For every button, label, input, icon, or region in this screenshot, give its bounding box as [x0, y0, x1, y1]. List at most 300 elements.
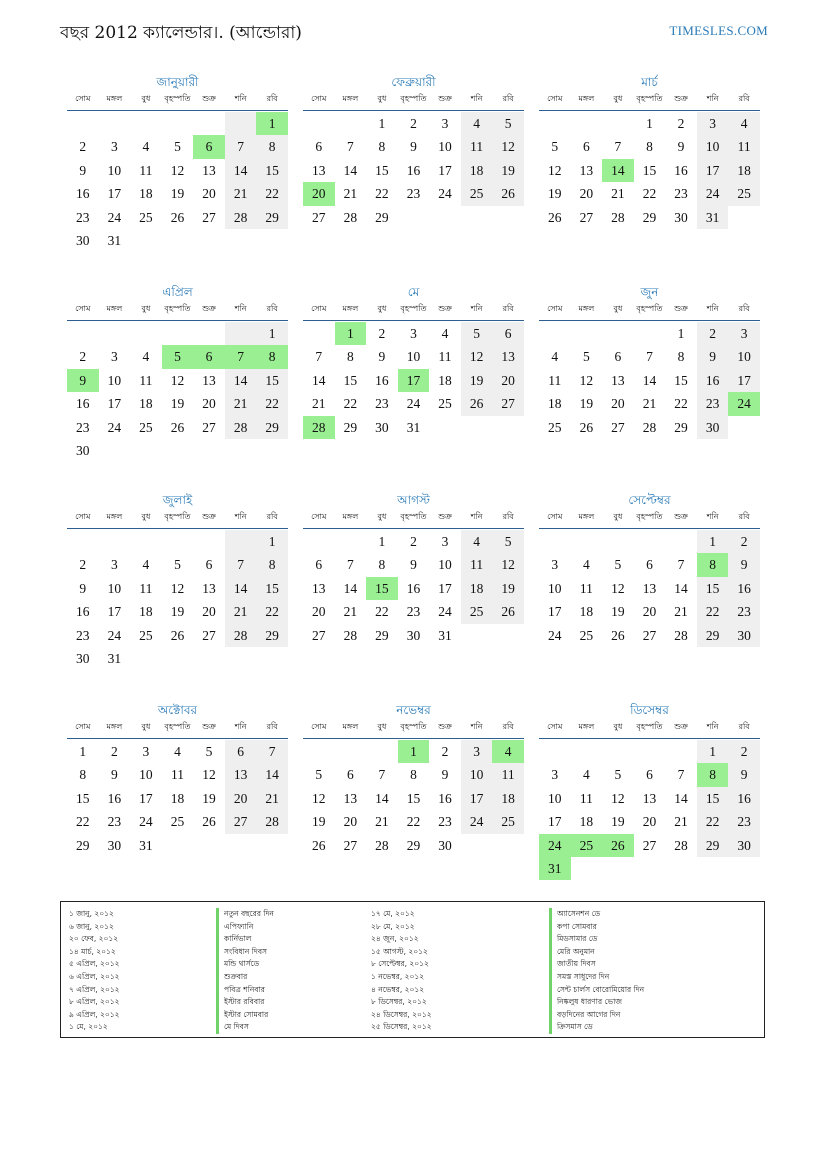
- day-cell[interactable]: 6: [582, 139, 590, 155]
- day-cell[interactable]: 21: [312, 396, 326, 412]
- day-cell[interactable]: 16: [406, 162, 421, 178]
- day-cell[interactable]: 10: [728, 345, 760, 368]
- day-cell[interactable]: 8: [256, 135, 288, 158]
- day-cell[interactable]: 1: [646, 116, 653, 131]
- day-cell[interactable]: 27: [202, 627, 216, 643]
- day-cell[interactable]: 23: [76, 419, 90, 435]
- day-cell[interactable]: 2: [79, 139, 87, 155]
- day-cell[interactable]: 27: [343, 837, 358, 853]
- day-cell[interactable]: 3: [728, 322, 760, 345]
- day-cell[interactable]: 13: [225, 763, 257, 786]
- day-cell[interactable]: 1: [378, 116, 386, 131]
- day-cell[interactable]: 1: [697, 530, 729, 553]
- day-cell[interactable]: 30: [76, 442, 90, 458]
- day-cell[interactable]: 29: [256, 624, 288, 647]
- day-cell[interactable]: 2: [728, 530, 760, 553]
- day-cell[interactable]: 18: [461, 159, 493, 182]
- day-cell[interactable]: 28: [256, 810, 288, 833]
- day-cell[interactable]: 2: [728, 740, 760, 763]
- day-cell[interactable]: 23: [697, 392, 729, 415]
- day-cell[interactable]: 16: [406, 580, 421, 596]
- day-cell[interactable]: 30: [76, 232, 90, 248]
- day-cell[interactable]: 8: [256, 345, 288, 368]
- day-cell[interactable]: 9: [728, 763, 760, 786]
- day-cell[interactable]: 9: [410, 139, 417, 155]
- day-cell[interactable]: 6: [614, 349, 622, 365]
- day-cell[interactable]: 6: [315, 139, 323, 155]
- day-cell[interactable]: 4: [142, 557, 150, 573]
- day-cell[interactable]: 24: [438, 604, 452, 620]
- day-cell[interactable]: 27: [492, 392, 524, 415]
- day-cell[interactable]: 31: [406, 419, 421, 435]
- day-cell[interactable]: 25: [548, 419, 562, 435]
- day-cell[interactable]: 12: [202, 767, 216, 783]
- day-cell[interactable]: 7: [378, 767, 386, 783]
- day-cell[interactable]: 6: [646, 767, 653, 783]
- day-cell[interactable]: 20: [611, 396, 625, 412]
- day-cell[interactable]: 15: [697, 577, 729, 600]
- day-cell[interactable]: 19: [548, 186, 562, 202]
- day-cell[interactable]: 24: [548, 627, 562, 643]
- day-cell[interactable]: 5: [551, 139, 559, 155]
- day-cell[interactable]: 10: [107, 580, 122, 596]
- day-cell[interactable]: 5: [461, 322, 493, 345]
- day-cell[interactable]: 27: [642, 837, 657, 853]
- day-cell[interactable]: 14: [375, 790, 389, 806]
- day-cell[interactable]: 18: [548, 396, 562, 412]
- day-cell[interactable]: 12: [611, 580, 625, 596]
- day-cell[interactable]: 2: [110, 744, 118, 759]
- day-cell[interactable]: 23: [728, 810, 760, 833]
- day-cell[interactable]: 23: [76, 627, 90, 643]
- day-cell[interactable]: 22: [256, 392, 288, 415]
- day-cell[interactable]: 21: [225, 392, 257, 415]
- day-cell[interactable]: 2: [697, 322, 729, 345]
- day-cell[interactable]: 9: [728, 553, 760, 576]
- day-cell[interactable]: 19: [170, 604, 185, 620]
- day-cell[interactable]: 3: [110, 349, 118, 365]
- day-cell[interactable]: 9: [410, 557, 417, 573]
- day-cell[interactable]: 13: [579, 162, 594, 178]
- day-cell[interactable]: 25: [571, 834, 603, 857]
- day-cell[interactable]: 27: [312, 627, 326, 643]
- day-cell[interactable]: 20: [642, 814, 657, 830]
- day-cell[interactable]: 3: [441, 534, 449, 549]
- day-cell[interactable]: 28: [225, 624, 257, 647]
- day-cell[interactable]: 8: [677, 349, 685, 365]
- day-cell[interactable]: 15: [343, 372, 358, 388]
- day-cell[interactable]: 11: [579, 580, 593, 596]
- day-cell[interactable]: 14: [674, 580, 688, 596]
- day-cell[interactable]: 28: [674, 837, 688, 853]
- day-cell[interactable]: 5: [614, 767, 622, 783]
- day-cell[interactable]: 7: [346, 557, 354, 573]
- day-cell[interactable]: 28: [303, 416, 335, 439]
- day-cell[interactable]: 19: [492, 577, 524, 600]
- day-cell[interactable]: 24: [107, 627, 122, 643]
- day-cell[interactable]: 22: [343, 396, 358, 412]
- day-cell[interactable]: 4: [142, 349, 150, 365]
- day-cell[interactable]: 6: [492, 322, 524, 345]
- day-cell[interactable]: 26: [579, 419, 594, 435]
- day-cell[interactable]: 7: [646, 349, 653, 365]
- day-cell[interactable]: 23: [375, 396, 389, 412]
- day-cell[interactable]: 9: [79, 580, 87, 596]
- day-cell[interactable]: 22: [406, 814, 421, 830]
- day-cell[interactable]: 4: [551, 349, 559, 365]
- day-cell[interactable]: 25: [728, 182, 760, 205]
- day-cell[interactable]: 22: [697, 600, 729, 623]
- day-cell[interactable]: 1: [335, 322, 367, 345]
- day-cell[interactable]: 15: [256, 159, 288, 182]
- day-cell[interactable]: 11: [461, 135, 493, 158]
- day-cell[interactable]: 28: [225, 416, 257, 439]
- day-cell[interactable]: 12: [312, 790, 326, 806]
- day-cell[interactable]: 5: [174, 557, 181, 573]
- day-cell[interactable]: 9: [677, 139, 685, 155]
- day-cell[interactable]: 30: [107, 837, 122, 853]
- day-cell[interactable]: 25: [139, 419, 153, 435]
- day-cell[interactable]: 17: [697, 159, 729, 182]
- day-cell[interactable]: 20: [642, 604, 657, 620]
- day-cell[interactable]: 27: [579, 209, 594, 225]
- day-cell[interactable]: 11: [170, 767, 184, 783]
- day-cell[interactable]: 30: [438, 837, 452, 853]
- day-cell[interactable]: 26: [602, 834, 634, 857]
- day-cell[interactable]: 29: [375, 209, 389, 225]
- day-cell[interactable]: 24: [461, 810, 493, 833]
- day-cell[interactable]: 16: [76, 396, 90, 412]
- day-cell[interactable]: 11: [139, 372, 153, 388]
- day-cell[interactable]: 4: [461, 530, 493, 553]
- day-cell[interactable]: 12: [461, 345, 493, 368]
- day-cell[interactable]: 20: [312, 604, 326, 620]
- day-cell[interactable]: 7: [677, 767, 685, 783]
- day-cell[interactable]: 23: [406, 604, 421, 620]
- day-cell[interactable]: 22: [76, 814, 90, 830]
- day-cell[interactable]: 13: [312, 580, 326, 596]
- day-cell[interactable]: 8: [346, 349, 354, 365]
- day-cell[interactable]: 3: [142, 744, 150, 759]
- day-cell[interactable]: 10: [438, 557, 452, 573]
- day-cell[interactable]: 11: [548, 372, 562, 388]
- day-cell[interactable]: 10: [107, 162, 122, 178]
- day-cell[interactable]: 26: [611, 627, 625, 643]
- day-cell[interactable]: 3: [461, 740, 493, 763]
- day-cell[interactable]: 4: [142, 139, 150, 155]
- day-cell[interactable]: 25: [461, 600, 493, 623]
- day-cell[interactable]: 12: [492, 135, 524, 158]
- day-cell[interactable]: 18: [579, 814, 594, 830]
- day-cell[interactable]: 3: [441, 116, 449, 131]
- day-cell[interactable]: 16: [728, 577, 760, 600]
- day-cell[interactable]: 1: [398, 740, 430, 763]
- day-cell[interactable]: 10: [438, 139, 452, 155]
- day-cell[interactable]: 13: [642, 790, 657, 806]
- day-cell[interactable]: 20: [202, 604, 216, 620]
- day-cell[interactable]: 30: [728, 624, 760, 647]
- day-cell[interactable]: 28: [611, 209, 625, 225]
- day-cell[interactable]: 5: [492, 530, 524, 553]
- day-cell[interactable]: 25: [438, 396, 452, 412]
- day-cell[interactable]: 16: [76, 186, 90, 202]
- day-cell[interactable]: 19: [579, 396, 594, 412]
- day-cell[interactable]: 6: [346, 767, 354, 783]
- day-cell[interactable]: 13: [202, 162, 216, 178]
- day-cell[interactable]: 7: [614, 139, 622, 155]
- day-cell[interactable]: 12: [548, 162, 562, 178]
- day-cell[interactable]: 2: [378, 326, 386, 341]
- day-cell[interactable]: 19: [312, 814, 326, 830]
- day-cell[interactable]: 19: [492, 159, 524, 182]
- day-cell[interactable]: 30: [375, 419, 389, 435]
- day-cell[interactable]: 19: [170, 396, 185, 412]
- day-cell[interactable]: 17: [107, 604, 122, 620]
- day-cell[interactable]: 18: [139, 604, 153, 620]
- day-cell[interactable]: 18: [139, 396, 153, 412]
- day-cell[interactable]: 27: [202, 209, 216, 225]
- day-cell[interactable]: 15: [674, 372, 688, 388]
- day-cell[interactable]: 10: [139, 767, 153, 783]
- day-cell[interactable]: 17: [728, 369, 760, 392]
- day-cell[interactable]: 29: [256, 416, 288, 439]
- day-cell[interactable]: 28: [674, 627, 688, 643]
- day-cell[interactable]: 25: [139, 627, 153, 643]
- day-cell[interactable]: 12: [170, 580, 185, 596]
- day-cell[interactable]: 14: [674, 790, 688, 806]
- day-cell[interactable]: 14: [602, 159, 634, 182]
- day-cell[interactable]: 18: [461, 577, 493, 600]
- day-cell[interactable]: 7: [315, 349, 323, 365]
- day-cell[interactable]: 20: [492, 369, 524, 392]
- day-cell[interactable]: 16: [76, 604, 90, 620]
- day-cell[interactable]: 1: [677, 326, 685, 341]
- day-cell[interactable]: 14: [343, 162, 358, 178]
- day-cell[interactable]: 18: [579, 604, 594, 620]
- day-cell[interactable]: 11: [728, 135, 760, 158]
- day-cell[interactable]: 13: [343, 790, 358, 806]
- day-cell[interactable]: 1: [378, 534, 386, 549]
- day-cell[interactable]: 7: [225, 553, 257, 576]
- day-cell[interactable]: 22: [256, 182, 288, 205]
- day-cell[interactable]: 12: [492, 553, 524, 576]
- day-cell[interactable]: 14: [225, 369, 257, 392]
- day-cell[interactable]: 25: [461, 182, 493, 205]
- day-cell[interactable]: 14: [225, 159, 257, 182]
- day-cell[interactable]: 14: [642, 372, 657, 388]
- day-cell[interactable]: 29: [697, 624, 729, 647]
- day-cell[interactable]: 20: [579, 186, 594, 202]
- day-cell[interactable]: 5: [205, 744, 213, 759]
- day-cell[interactable]: 28: [343, 627, 358, 643]
- day-cell[interactable]: 19: [611, 814, 625, 830]
- day-cell[interactable]: 14: [343, 580, 358, 596]
- day-cell[interactable]: 13: [202, 372, 216, 388]
- day-cell[interactable]: 31: [107, 650, 122, 666]
- day-cell[interactable]: 26: [170, 209, 185, 225]
- day-cell[interactable]: 3: [110, 557, 118, 573]
- day-cell[interactable]: 17: [139, 790, 153, 806]
- day-cell[interactable]: 12: [611, 790, 625, 806]
- day-cell[interactable]: 6: [315, 557, 323, 573]
- day-cell[interactable]: 22: [375, 186, 389, 202]
- day-cell[interactable]: 21: [674, 604, 688, 620]
- day-cell[interactable]: 3: [551, 557, 559, 573]
- day-cell[interactable]: 24: [438, 186, 452, 202]
- day-cell[interactable]: 7: [346, 139, 354, 155]
- day-cell[interactable]: 9: [697, 345, 729, 368]
- day-cell[interactable]: 18: [170, 790, 185, 806]
- day-cell[interactable]: 15: [375, 162, 389, 178]
- day-cell[interactable]: 23: [728, 600, 760, 623]
- day-cell[interactable]: 1: [79, 744, 87, 759]
- day-cell[interactable]: 8: [697, 763, 729, 786]
- day-cell[interactable]: 20: [202, 396, 216, 412]
- day-cell[interactable]: 6: [225, 740, 257, 763]
- day-cell[interactable]: 8: [697, 553, 729, 576]
- day-cell[interactable]: 4: [582, 557, 590, 573]
- day-cell[interactable]: 4: [441, 326, 449, 341]
- day-cell[interactable]: 16: [728, 787, 760, 810]
- day-cell[interactable]: 21: [256, 787, 288, 810]
- day-cell[interactable]: 1: [697, 740, 729, 763]
- day-cell[interactable]: 16: [375, 372, 389, 388]
- day-cell[interactable]: 7: [225, 345, 257, 368]
- day-cell[interactable]: 27: [611, 419, 625, 435]
- day-cell[interactable]: 3: [110, 139, 118, 155]
- day-cell[interactable]: 29: [76, 837, 90, 853]
- day-cell[interactable]: 30: [697, 416, 729, 439]
- day-cell[interactable]: 31: [697, 206, 729, 229]
- day-cell[interactable]: 29: [642, 209, 657, 225]
- day-cell[interactable]: 15: [406, 790, 421, 806]
- day-cell[interactable]: 17: [107, 186, 122, 202]
- day-cell[interactable]: 16: [438, 790, 452, 806]
- day-cell[interactable]: 17: [398, 369, 430, 392]
- day-cell[interactable]: 3: [697, 112, 729, 135]
- day-cell[interactable]: 26: [461, 392, 493, 415]
- day-cell[interactable]: 16: [697, 369, 729, 392]
- day-cell[interactable]: 21: [642, 396, 657, 412]
- day-cell[interactable]: 19: [611, 604, 625, 620]
- day-cell[interactable]: 2: [441, 744, 449, 759]
- day-cell[interactable]: 2: [79, 557, 87, 573]
- day-cell[interactable]: 10: [697, 135, 729, 158]
- day-cell[interactable]: 21: [375, 814, 389, 830]
- day-cell[interactable]: 9: [110, 767, 118, 783]
- day-cell[interactable]: 11: [579, 790, 593, 806]
- day-cell[interactable]: 21: [674, 814, 688, 830]
- day-cell[interactable]: 21: [343, 186, 358, 202]
- day-cell[interactable]: 28: [642, 419, 657, 435]
- day-cell[interactable]: 4: [461, 112, 493, 135]
- day-cell[interactable]: 10: [548, 580, 562, 596]
- day-cell[interactable]: 11: [461, 553, 493, 576]
- day-cell[interactable]: 25: [139, 209, 153, 225]
- day-cell[interactable]: 1: [256, 322, 288, 345]
- day-cell[interactable]: 9: [67, 369, 99, 392]
- day-cell[interactable]: 8: [378, 557, 386, 573]
- day-cell[interactable]: 9: [79, 162, 87, 178]
- day-cell[interactable]: 2: [410, 116, 417, 131]
- day-cell[interactable]: 24: [697, 182, 729, 205]
- day-cell[interactable]: 19: [461, 369, 493, 392]
- day-cell[interactable]: 11: [139, 162, 153, 178]
- day-cell[interactable]: 24: [728, 392, 760, 415]
- day-cell[interactable]: 26: [170, 627, 185, 643]
- day-cell[interactable]: 26: [312, 837, 326, 853]
- day-cell[interactable]: 15: [697, 787, 729, 810]
- day-cell[interactable]: 14: [256, 763, 288, 786]
- day-cell[interactable]: 11: [492, 763, 524, 786]
- day-cell[interactable]: 13: [611, 372, 625, 388]
- day-cell[interactable]: 17: [548, 604, 562, 620]
- day-cell[interactable]: 26: [202, 814, 216, 830]
- day-cell[interactable]: 10: [461, 763, 493, 786]
- day-cell[interactable]: 29: [343, 419, 358, 435]
- day-cell[interactable]: 5: [162, 345, 194, 368]
- day-cell[interactable]: 20: [343, 814, 358, 830]
- day-cell[interactable]: 13: [202, 580, 216, 596]
- day-cell[interactable]: 30: [728, 834, 760, 857]
- day-cell[interactable]: 8: [646, 139, 653, 155]
- day-cell[interactable]: 30: [674, 209, 688, 225]
- day-cell[interactable]: 29: [674, 419, 688, 435]
- day-cell[interactable]: 20: [225, 787, 257, 810]
- day-cell[interactable]: 7: [225, 135, 257, 158]
- day-cell[interactable]: 10: [107, 372, 122, 388]
- day-cell[interactable]: 18: [728, 159, 760, 182]
- day-cell[interactable]: 2: [410, 534, 417, 549]
- day-cell[interactable]: 16: [107, 790, 122, 806]
- day-cell[interactable]: 5: [315, 767, 323, 783]
- day-cell[interactable]: 31: [107, 232, 122, 248]
- day-cell[interactable]: 17: [438, 162, 452, 178]
- day-cell[interactable]: 5: [174, 139, 181, 155]
- day-cell[interactable]: 25: [170, 814, 185, 830]
- day-cell[interactable]: 24: [539, 834, 571, 857]
- day-cell[interactable]: 4: [728, 112, 760, 135]
- day-cell[interactable]: 15: [642, 162, 657, 178]
- day-cell[interactable]: 16: [674, 162, 688, 178]
- day-cell[interactable]: 15: [76, 790, 90, 806]
- day-cell[interactable]: 23: [674, 186, 688, 202]
- day-cell[interactable]: 12: [170, 162, 185, 178]
- day-cell[interactable]: 29: [256, 206, 288, 229]
- day-cell[interactable]: 4: [174, 744, 181, 759]
- day-cell[interactable]: 13: [312, 162, 326, 178]
- day-cell[interactable]: 27: [202, 419, 216, 435]
- day-cell[interactable]: 4: [582, 767, 590, 783]
- day-cell[interactable]: 24: [406, 396, 421, 412]
- day-cell[interactable]: 15: [256, 577, 288, 600]
- day-cell[interactable]: 1: [256, 530, 288, 553]
- day-cell[interactable]: 27: [312, 209, 326, 225]
- day-cell[interactable]: 14: [312, 372, 326, 388]
- day-cell[interactable]: 2: [677, 116, 685, 131]
- day-cell[interactable]: 4: [492, 740, 524, 763]
- day-cell[interactable]: 19: [170, 186, 185, 202]
- day-cell[interactable]: 24: [139, 814, 153, 830]
- day-cell[interactable]: 22: [674, 396, 688, 412]
- day-cell[interactable]: 8: [256, 553, 288, 576]
- day-cell[interactable]: 26: [492, 182, 524, 205]
- day-cell[interactable]: 23: [438, 814, 452, 830]
- day-cell[interactable]: 20: [202, 186, 216, 202]
- day-cell[interactable]: 15: [366, 577, 398, 600]
- day-cell[interactable]: 29: [406, 837, 421, 853]
- day-cell[interactable]: 31: [438, 627, 452, 643]
